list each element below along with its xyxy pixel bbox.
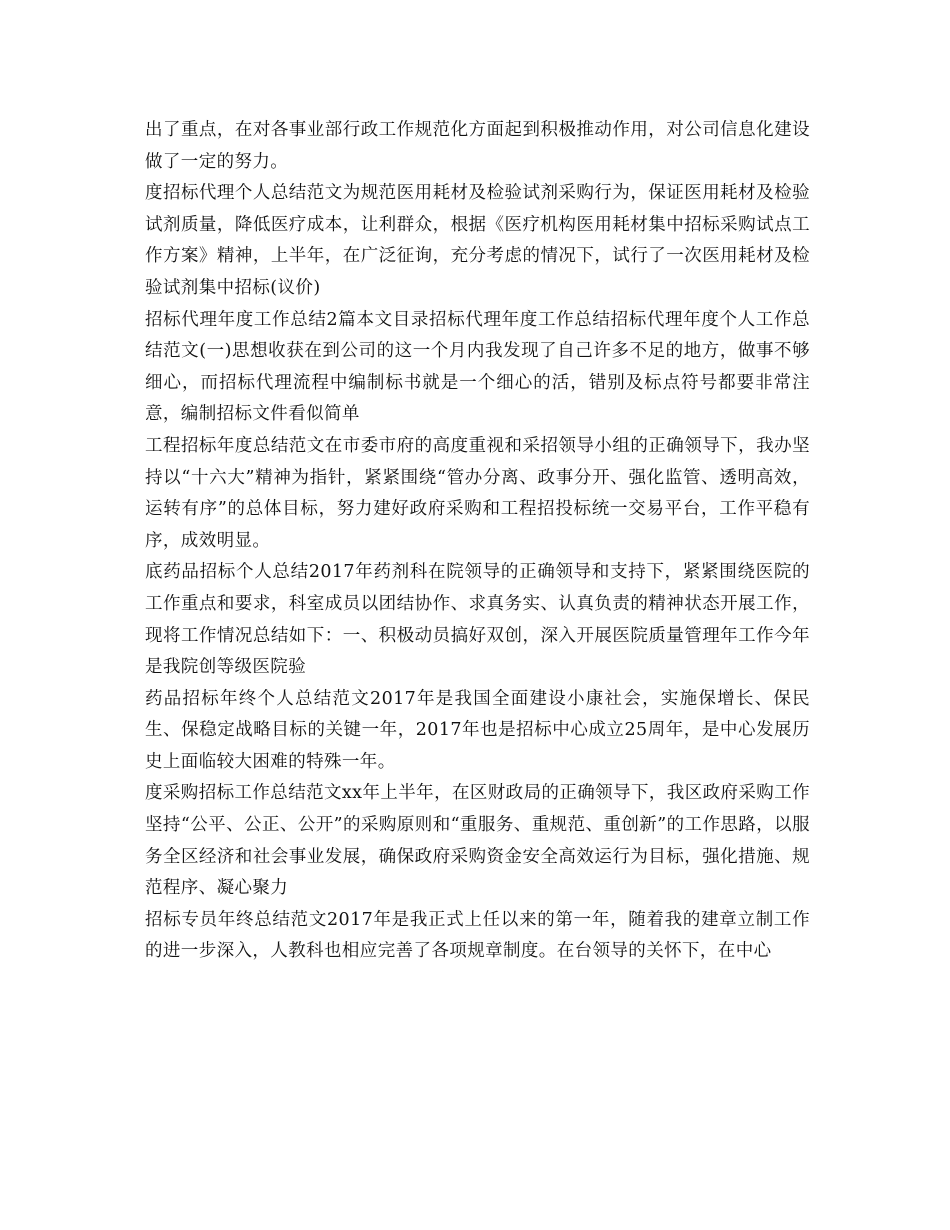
paragraph-7: 度采购招标工作总结范文xx年上半年，在区财政局的正确领导下，我区政府采购工作坚持“公平、公正、公开”的采购原则和“重服务、重规范、重创新”的工作思路，以服务全区经济和社会事业发展，确保政府采购资金安全高效运行为目标，强化措施、规范程序、凝心聚力 [145,783,810,899]
document-body [145,115,810,968]
paragraph-2: 度招标代理个人总结范文为规范医用耗材及检验试剂采购行为，保证医用耗材及检验试剂质量，降低医疗成本，让利群众，根据《医疗机构医用耗材集中招标采购试点工作方案》精神，上半年，在广泛征询，充分考虑的情况下，试行了一次医用耗材及检验试剂集中招标(议价) [145,183,810,298]
paragraph-5: 底药品招标个人总结2017年药剂科在院领导的正确领导和支持下，紧紧围绕医院的工作重点和要求，科室成员以团结协作、求真务实、认真负责的精神状态开展工作，现将工作情况总结如下：一、积极动员搞好双创，深入开展医院质量管理年工作今年是我院创等级医院验 [145,562,810,678]
paragraph-1: 出了重点，在对各事业部行政工作规范化方面起到积极推动作用，对公司信息化建设做了一定的努力。 [145,120,810,172]
paragraph-6: 药品招标年终个人总结范文2017年是我国全面建设小康社会，实施保增长、保民生、保稳定战略目标的关键一年，2017年也是招标中心成立25周年，是中心发展历史上面临较大困难的特殊一年。 [145,688,810,772]
paragraph-4: 工程招标年度总结范文在市委市府的高度重视和采招领导小组的正确领导下，我办坚持以“十六大”精神为指针，紧紧围绕“管办分离、政事分开、强化监管、透明高效，运转有序”的总体目标，努力建好政府采购和工程招投标统一交易平台，工作平稳有序，成效明显。 [145,435,810,551]
paragraph-8: 招标专员年终总结范文2017年是我正式上任以来的第一年，随着我的建章立制工作的进一步深入，人教科也相应完善了各项规章制度。在台领导的关怀下，在中心 [145,909,810,962]
paragraph-3: 招标代理年度工作总结2篇本文目录招标代理年度工作总结招标代理年度个人工作总结范文(一)思想收获在到公司的这一个月内我发现了自己许多不足的地方，做事不够细心，而招标代理流程中编制标书就是一个细心的活，错别及标点符号都要非常注意，编制招标文件看似简单 [145,309,810,425]
